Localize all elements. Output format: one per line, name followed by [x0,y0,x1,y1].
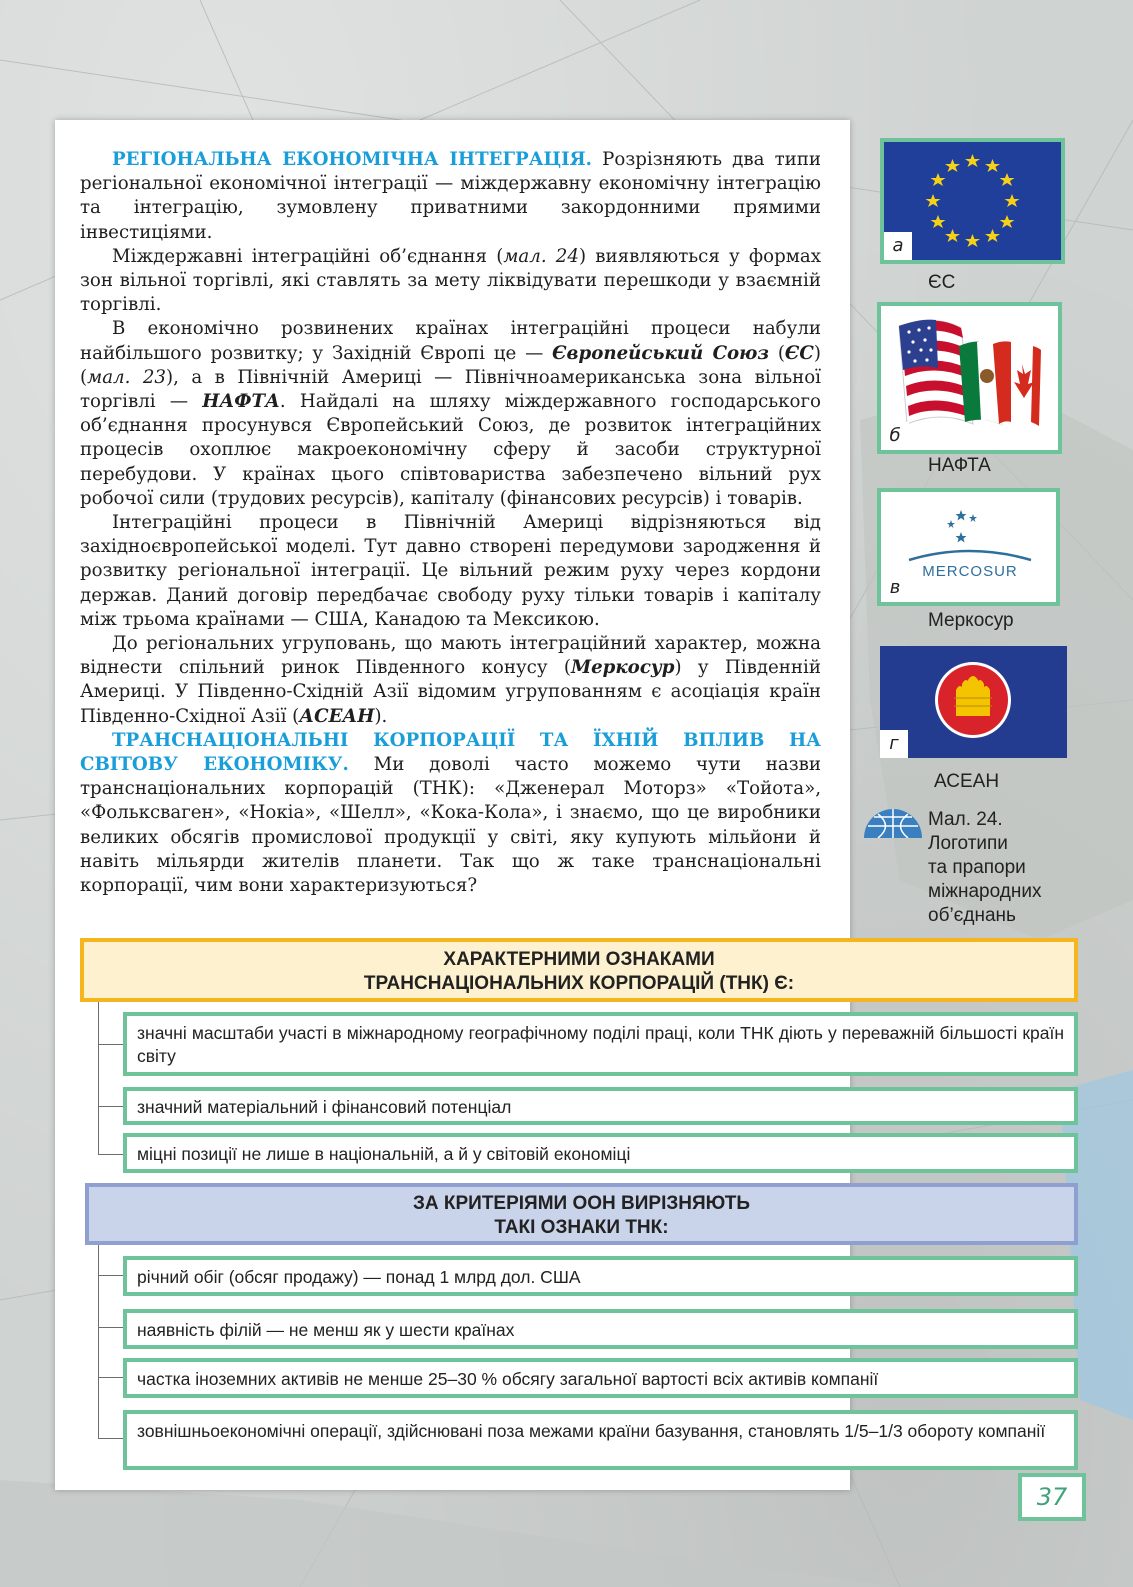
heading-regional-integration: РЕГІОНАЛЬНА ЕКОНОМІЧНА ІНТЕГРАЦІЯ. [112,149,593,170]
term-asean: АСЕАН [299,705,375,727]
flag-letter: а [884,232,912,260]
un-criteria-header: ЗА КРИТЕРІЯМИ ООН ВИРІЗНЯЮТЬ ТАКІ ОЗНАКИ ТНК: [85,1183,1078,1245]
diagram-connector [98,1327,123,1328]
flag-letter: в [881,574,909,602]
diagram-connector [98,1044,123,1045]
figure-caption: Мал. 24. Логотипи та прапори міжнародних об’єднань [928,809,1042,926]
term-eu: Європейський Союз [552,342,769,364]
paragraph-tnc: ТРАНСНАЦІОНАЛЬНІ КОРПОРАЦІЇ ТА ЇХНІЙ ВПЛИВ НА СВІТОВУ ЕКОНОМІКУ. Ми доволі часто можемо чути назви транснаціональних корпорацій (ТНК): «Дженерал Моторз» «Тойота», «Фольксваген», «Нокіа», «Шелл», «Кока-Кола», і знаємо, що це виробники великих обсягів промислової продукції у світі, яку купують мільйони й навіть мільярди жителів планети. Так що ж таке транснаціональні корпорації, чим вони характеризуються? [80,729,821,897]
page-number: 37 [1018,1473,1086,1521]
flag-card-asean [880,646,1067,758]
un-criteria-item: річний обіг (обсяг продажу) — понад 1 млрд дол. США [123,1256,1078,1296]
tnc-feature-item: значний матеріальний і фінансовий потенціал [123,1087,1078,1125]
flag-caption-nafta: НАФТА [928,455,991,476]
flag-card-eu [880,138,1065,264]
flag-caption-eu: ЄС [928,272,956,293]
diagram-connector [98,1377,123,1378]
diagram-connector [98,1438,123,1439]
globe-icon [862,806,924,838]
flag-letter: б [881,422,909,450]
tnc-features-header: ХАРАКТЕРНИМИ ОЗНАКАМИ ТРАНСНАЦІОНАЛЬНИХ КОРПОРАЦІЙ (ТНК) Є: [80,938,1078,1002]
term-es: ЄС [784,342,814,364]
flag-letter: г [880,730,908,758]
diagram-connector [98,1275,123,1276]
term-mercosur: Меркосур [570,657,675,679]
figure-reference: мал. 24 [503,245,579,267]
flag-caption-asean: АСЕАН [934,771,1000,792]
diagram-connector [98,1245,99,1438]
un-criteria-item: зовнішньоекономічні операції, здійснювані поза межами країни базування, становлять 1/5–1/3 обороту компанії [123,1410,1078,1470]
diagram-connector [98,1154,123,1155]
paragraph-north-america: Інтеграційні процеси в Північній Америці відрізняються від західноєвропейської моделі. Тут давно створені передумови зародження й розвитку регіональної інтеграції. Це вільний режим руху через кордони держав. Даний договір передбачає свободу руху тільки товарів і капіталу між трьома країнами — США, Канадою та Мексикою. [80,512,821,630]
heading-tnc: ТРАНСНАЦІОНАЛЬНІ КОРПОРАЦІЇ ТА ЇХНІЙ ВПЛИВ НА СВІТОВУ ЕКОНОМІКУ. [80,729,821,776]
main-text [80,148,821,898]
diagram-connector [98,1106,123,1107]
paragraph-regional-integration: РЕГІОНАЛЬНА ЕКОНОМІЧНА ІНТЕГРАЦІЯ. Розрізняють два типи регіональної економічної інтеграції — міждержавну економічну інтеграцію та інтеграцію, зумовлену приватними закордонними прямими інвестиціями. [80,149,821,243]
diagram-connector [98,1002,99,1154]
asean-logo-icon [880,646,1067,758]
flag-caption-mercosur: Меркосур [928,610,1014,631]
un-criteria-item: частка іноземних активів не менше 25–30 % обсягу загальної вартості всіх активів компанії [123,1358,1078,1398]
flag-card-nafta [877,302,1062,454]
svg-text:MERCOSUR: MERCOSUR [922,563,1018,580]
tnc-feature-item: значні масштаби участі в міжнародному географічному поділі праці, коли ТНК діють у переважній більшості країн світу [123,1012,1078,1076]
figure-reference: мал. 23 [87,366,166,388]
paragraph-interstate: Міждержавні інтеграційні об’єднання (мал. 24) виявляються у формах зон вільної торгівлі, які ставлять за мету ліквідувати перешкоди у взаємній торгівлі. [80,245,821,316]
tnc-feature-item: міцні позиції не лише в національній, а й у світовій економіці [123,1133,1078,1173]
flag-card-mercosur [877,488,1060,606]
term-nafta: НАФТА [202,391,280,413]
un-criteria-item: наявність філій — не менш як у шести країнах [123,1309,1078,1349]
paragraph-developed-countries: В економічно розвинених країнах інтеграційні процеси набули найбільшого розвитку; у Західній Європі це — Європейський Союз (ЄС) (мал. 23), а в Північній Америці — Північноамериканська зона вільної торгівлі — НАФТА. Найдалі на шляху міждержавного господарського об’єднання просунувся Європейський Союз, де розвиток інтеграційних процесів охоплює макроекономічну сферу й засоби структурної перебудови. У країнах цього співтовариства забезпечено вільний рух робочої сили (трудових ресурсів), капіталу (фінансових ресурсів) і товарів. [80,318,821,509]
paragraph-regional-groups: До регіональних угруповань, що мають інтеграційний характер, можна віднести спільний ринок Південного конусу (Меркосур) у Південній Америці. У Південно-Східній Азії відомим угрупованням є асоціація країн Південно-Східної Азії (АСЕАН). [80,633,821,727]
